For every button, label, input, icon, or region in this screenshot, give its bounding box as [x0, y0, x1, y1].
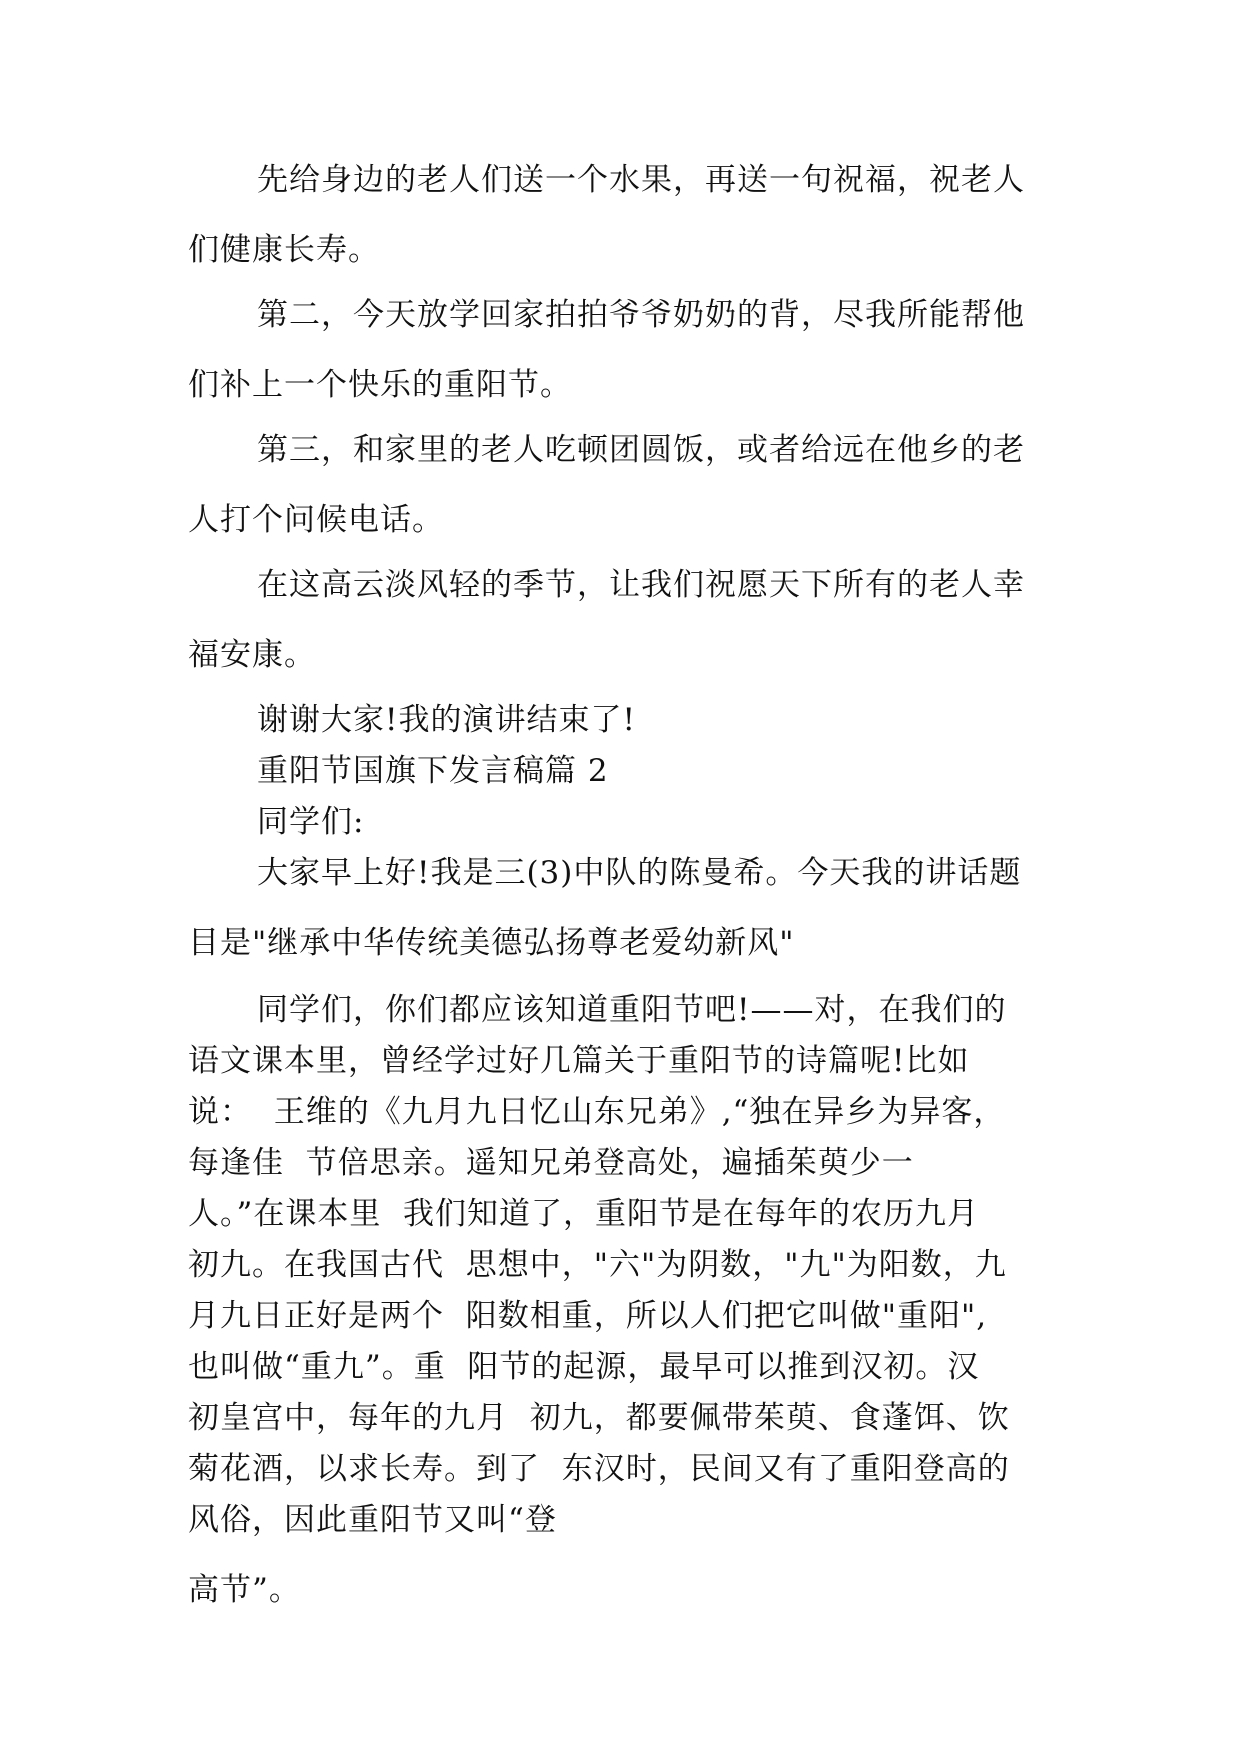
paragraph-line: 高节”。 [188, 1572, 301, 1608]
paragraph-line: 菊花酒，以求长寿。到了 东汉时，民间又有了重阳登高的 [188, 1451, 1010, 1487]
paragraph-line: 在这高云淡风轻的季节，让我们祝愿天下所有的老人幸 [257, 567, 1025, 603]
paragraph-line: 们补上一个快乐的重阳节。 [188, 367, 572, 403]
paragraph-line: 大家早上好!我是三(3)中队的陈曼希。今天我的讲话题 [257, 855, 1022, 891]
paragraph-line: 谢谢大家!我的演讲结束了! [257, 702, 636, 738]
paragraph-line: 说： 王维的《九月九日忆山东兄弟》,“独在异乡为异客， [188, 1094, 1006, 1130]
section-heading: 重阳节国旗下发言稿篇 2 [257, 753, 609, 789]
paragraph-line: 风俗，因此重阳节又叫“登 [188, 1502, 557, 1538]
paragraph-line: 初皇宫中，每年的九月 初九，都要佩带茱萸、食蓬饵、饮 [188, 1400, 1010, 1436]
paragraph-line: 目是"继承中华传统美德弘扬尊老爱幼新风" [188, 925, 795, 961]
paragraph-line: 每逢佳 节倍思亲。遥知兄弟登高处，遍插茱萸少一 [188, 1145, 914, 1181]
paragraph-line: 语文课本里，曾经学过好几篇关于重阳节的诗篇呢!比如 [188, 1043, 970, 1079]
paragraph-line: 们健康长寿。 [188, 232, 380, 268]
paragraph-line: 第二，今天放学回家拍拍爷爷奶奶的背，尽我所能帮他 [257, 297, 1025, 333]
paragraph-line: 人。”在课本里 我们知道了，重阳节是在每年的农历九月 [188, 1196, 980, 1232]
paragraph-line: 也叫做“重九”。重 阳节的起源，最早可以推到汉初。汉 [188, 1349, 980, 1385]
paragraph-line: 月九日正好是两个 阳数相重，所以人们把它叫做"重阳", [188, 1298, 988, 1334]
paragraph-line: 人打个问候电话。 [188, 502, 444, 538]
paragraph-line: 先给身边的老人们送一个水果，再送一句祝福，祝老人 [257, 162, 1025, 198]
paragraph-line: 同学们，你们都应该知道重阳节吧!——对，在我们的 [257, 992, 1007, 1028]
paragraph-line: 初九。在我国古代 思想中，"六"为阴数，"九"为阳数，九 [188, 1247, 1007, 1283]
salutation: 同学们: [257, 804, 365, 840]
paragraph-line: 福安康。 [188, 637, 316, 673]
paragraph-line: 第三，和家里的老人吃顿团圆饭，或者给远在他乡的老 [257, 432, 1025, 468]
